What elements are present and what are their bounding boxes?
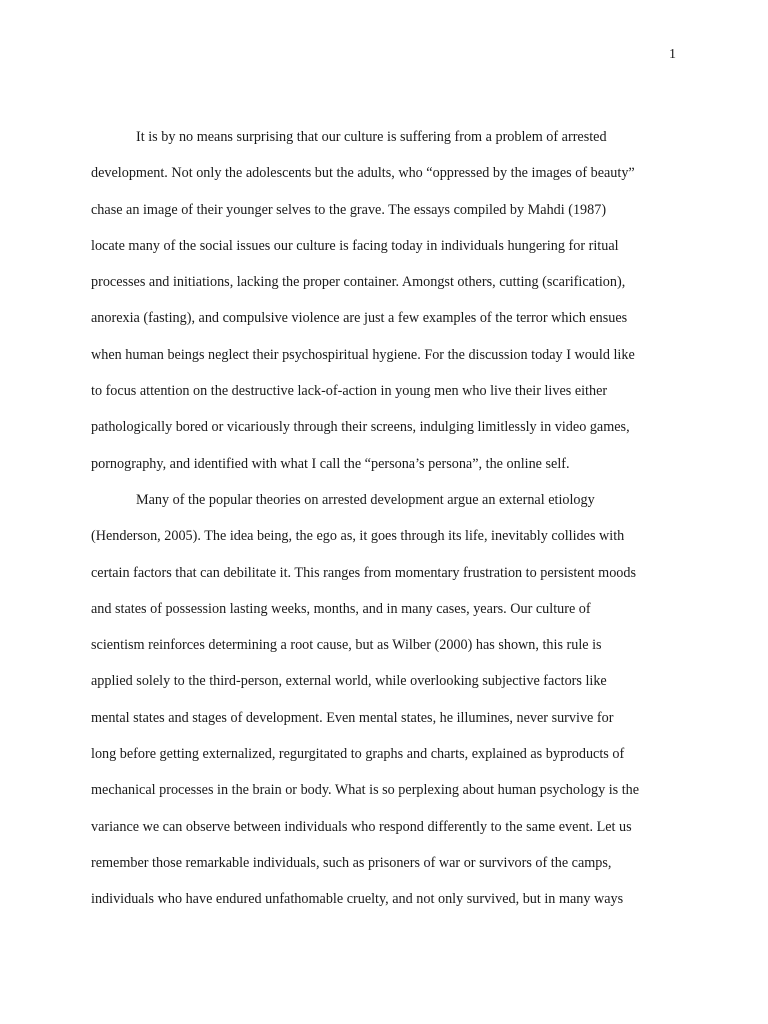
text-line: Many of the popular theories on arrested development argue an external etiology <box>136 491 595 508</box>
text-line: variance we can observe between individuals who respond differently to the same event. Let us <box>91 818 632 835</box>
page-number: 1 <box>669 47 676 62</box>
text-line: mental states and stages of development. Even mental states, he illumines, never survive for <box>91 709 614 726</box>
text-line: development. Not only the adolescents but the adults, who “oppressed by the images of beauty” <box>91 165 635 182</box>
text-line: when human beings neglect their psychospiritual hygiene. For the discussion today I would like <box>91 346 635 363</box>
text-line: pornography, and identified with what I call the “persona’s persona”, the online self. <box>91 455 570 472</box>
text-line: scientism reinforces determining a root cause, but as Wilber (2000) has shown, this rule is <box>91 637 602 654</box>
text-line: processes and initiations, lacking the proper container. Amongst others, cutting (scarification), <box>91 274 626 291</box>
text-line: long before getting externalized, regurgitated to graphs and charts, explained as byproducts of <box>91 746 625 763</box>
text-line: (Henderson, 2005). The idea being, the ego as, it goes through its life, inevitably collides with <box>91 528 625 545</box>
text-line: applied solely to the third-person, external world, while overlooking subjective factors like <box>91 673 607 690</box>
text-line: locate many of the social issues our culture is facing today in individuals hungering for ritual <box>91 237 619 254</box>
text-line: mechanical processes in the brain or body. What is so perplexing about human psychology is the <box>91 782 640 799</box>
text-line: and states of possession lasting weeks, months, and in many cases, years. Our culture of <box>91 600 591 617</box>
text-line: chase an image of their younger selves to the grave. The essays compiled by Mahdi (1987) <box>91 201 607 218</box>
text-line: remember those remarkable individuals, such as prisoners of war or survivors of the camps, <box>91 854 612 871</box>
text-line: certain factors that can debilitate it. This ranges from momentary frustration to persistent moods <box>91 564 637 581</box>
paragraph-2 <box>91 489 681 925</box>
text-line: individuals who have endured unfathomable cruelty, and not only survived, but in many ways <box>91 891 624 908</box>
text-line: anorexia (fasting), and compulsive violence are just a few examples of the terror which ensues <box>91 310 628 327</box>
text-line: It is by no means surprising that our culture is suffering from a problem of arrested <box>136 129 607 145</box>
paragraph-1 <box>91 126 681 489</box>
text-line: to focus attention on the destructive lack-of-action in young men who live their lives either <box>91 383 608 400</box>
document-body <box>91 126 681 925</box>
text-line: pathologically bored or vicariously through their screens, indulging limitlessly in video games, <box>91 419 630 436</box>
